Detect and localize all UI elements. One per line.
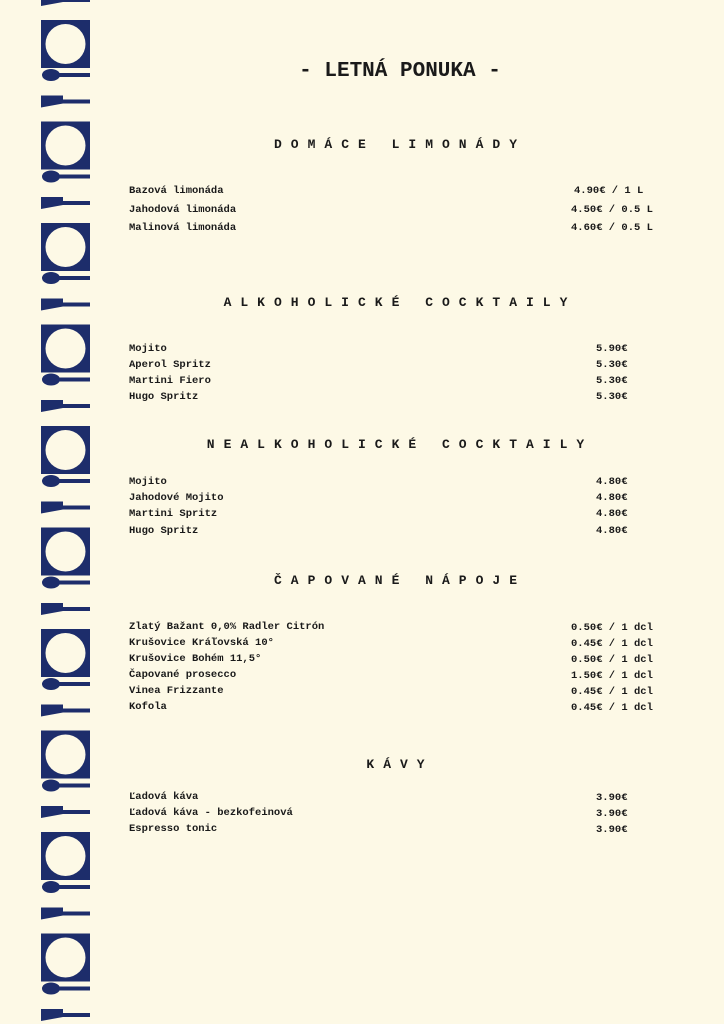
menu-item: Mojito: [129, 343, 167, 355]
spoon-icon: [42, 272, 60, 284]
knife-icon: [41, 603, 63, 615]
spoon-handle: [58, 987, 90, 991]
menu-item-price: 1.50€ / 1 dcl: [571, 670, 653, 682]
knife-handle: [63, 100, 90, 104]
knife-icon: [41, 96, 63, 108]
menu-item: Hugo Spritz: [129, 391, 199, 403]
menu-item-price: 4.80€: [596, 476, 628, 488]
menu-item: Krušovice Kráľovská 10°: [129, 637, 274, 649]
menu-item: Espresso tonic: [129, 823, 218, 835]
menu-item: Krušovice Bohém 11,5°: [129, 653, 262, 665]
menu-item: Martini Spritz: [129, 508, 218, 520]
knife-handle: [63, 0, 90, 2]
spoon-icon: [42, 881, 60, 893]
section-title-domace-limonady: DOMÁCE LIMONÁDY: [273, 137, 527, 152]
menu-item-price: 5.30€: [596, 375, 628, 387]
spoon-handle: [58, 276, 90, 280]
menu-item-price: 3.90€: [596, 824, 628, 836]
section-title-kavy: KÁVY: [366, 757, 434, 772]
menu-item-price: 0.50€ / 1 dcl: [571, 622, 653, 634]
menu-item: Ľadová káva: [129, 791, 199, 803]
spoon-handle: [58, 175, 90, 179]
spoon-icon: [42, 374, 60, 386]
knife-handle: [63, 404, 90, 408]
plate-icon: [46, 633, 86, 673]
knife-handle: [63, 1013, 90, 1017]
knife-handle: [63, 709, 90, 713]
spoon-icon: [42, 475, 60, 487]
plate-icon: [46, 329, 86, 369]
plate-icon: [46, 227, 86, 267]
knife-icon: [41, 1009, 63, 1021]
plate-icon: [46, 24, 86, 64]
menu-item-price: 4.90€ / 1 L: [574, 185, 644, 197]
spoon-handle: [58, 682, 90, 686]
plate-icon: [46, 836, 86, 876]
knife-icon: [41, 806, 63, 818]
spoon-handle: [58, 885, 90, 889]
knife-icon: [41, 197, 63, 209]
menu-item-price: 5.30€: [596, 359, 628, 371]
menu-item-price: 4.50€ / 0.5 L: [571, 204, 653, 216]
menu-item: Čapované prosecco: [129, 669, 237, 681]
menu-item-price: 0.45€ / 1 dcl: [571, 702, 653, 714]
menu-item: Hugo Spritz: [129, 525, 199, 537]
menu-item-price: 0.45€ / 1 dcl: [571, 686, 653, 698]
menu-item-price: 5.30€: [596, 391, 628, 403]
cutlery-pattern: [41, 0, 90, 1024]
section-title-nealkoholicke-cocktaily: NEALKOHOLICKÉ COCKTAILY: [206, 437, 594, 452]
knife-icon: [41, 908, 63, 920]
cutlery-decor-strip: [41, 0, 90, 1024]
spoon-handle: [58, 784, 90, 788]
plate-icon: [46, 938, 86, 978]
knife-handle: [63, 201, 90, 205]
menu-item-price: 0.45€ / 1 dcl: [571, 638, 653, 650]
knife-icon: [41, 705, 63, 717]
menu-item-price: 4.60€ / 0.5 L: [571, 222, 653, 234]
menu-item: Vinea Frizzante: [129, 685, 224, 697]
section-title-capovane-napoje: ČAPOVANÉ NÁPOJE: [273, 573, 527, 588]
spoon-handle: [58, 479, 90, 483]
spoon-icon: [42, 678, 60, 690]
section-title-alkoholicke-cocktaily: ALKOHOLICKÉ COCKTAILY: [223, 295, 577, 310]
menu-item: Kofola: [129, 701, 167, 713]
menu-title: - LETNÁ PONUKA -: [299, 60, 501, 83]
knife-icon: [41, 400, 63, 412]
menu-item-price: 4.80€: [596, 525, 628, 537]
knife-handle: [63, 810, 90, 814]
menu-item-price: 4.80€: [596, 508, 628, 520]
spoon-icon: [42, 171, 60, 183]
spoon-handle: [58, 378, 90, 382]
spoon-icon: [42, 780, 60, 792]
knife-icon: [41, 502, 63, 514]
menu-item: Mojito: [129, 476, 167, 488]
spoon-icon: [42, 983, 60, 995]
menu-item: Malinová limonáda: [129, 222, 237, 234]
menu-item-price: 3.90€: [596, 808, 628, 820]
knife-handle: [63, 506, 90, 510]
menu-item: Ľadová káva - bezkofeinová: [129, 807, 293, 819]
menu-item: Zlatý Bažant 0,0% Radler Citrón: [129, 621, 325, 633]
menu-item-price: 0.50€ / 1 dcl: [571, 654, 653, 666]
menu-item-price: 5.90€: [596, 343, 628, 355]
knife-handle: [63, 912, 90, 916]
menu-item: Jahodové Mojito: [129, 492, 224, 504]
menu-item: Jahodová limonáda: [129, 204, 237, 216]
menu-item-price: 4.80€: [596, 492, 628, 504]
menu-item: Aperol Spritz: [129, 359, 211, 371]
plate-icon: [46, 532, 86, 572]
menu-item: Martini Fiero: [129, 375, 211, 387]
knife-handle: [63, 607, 90, 611]
menu-item: Bazová limonáda: [129, 185, 224, 197]
menu-item-price: 3.90€: [596, 792, 628, 804]
knife-icon: [41, 0, 63, 6]
